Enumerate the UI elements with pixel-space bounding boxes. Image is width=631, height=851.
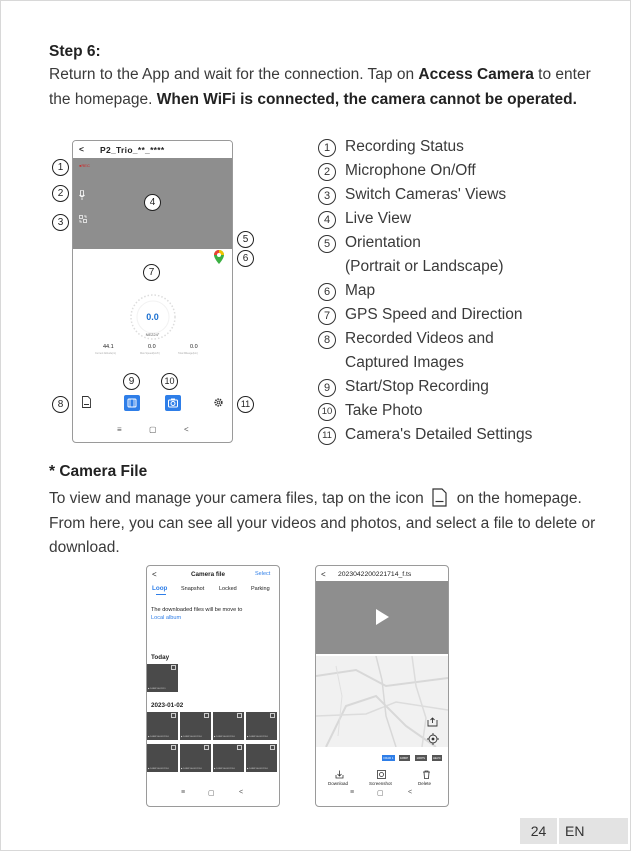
back-icon[interactable]: < [152, 570, 157, 579]
legend-number: 9 [318, 379, 336, 397]
legend-text: Microphone On/Off [345, 162, 476, 179]
video-thumbnail[interactable] [246, 744, 277, 772]
camera-title: P2_Trio_**_**** [100, 145, 165, 155]
video-thumbnail[interactable] [147, 664, 178, 692]
date-label: 2023-01-02 [151, 702, 184, 709]
thumb-label: ▶ 1080P 00:02:22:16 [247, 736, 268, 738]
intro-segment: When WiFi is connected, the camera cannot be operated. [156, 90, 577, 108]
legend-text: Captured Images [345, 354, 464, 371]
record-icon [124, 395, 140, 411]
legend-text: Map [345, 282, 376, 299]
screenshot-icon[interactable] [377, 770, 386, 779]
legend-text: Start/Stop Recording [345, 378, 489, 395]
camera-file-desc-2: on the homepage. From here, you can see all your videos and photos, and select a file to delete or download. [49, 490, 596, 556]
legend-text: Orientation [345, 234, 421, 251]
stat-label-mileage: Total Mileage(km) [178, 352, 198, 355]
camera-file-description [49, 487, 609, 561]
callout-10: 10 [161, 373, 178, 390]
camera-icon [165, 395, 181, 411]
phone-video-player [315, 565, 449, 807]
checkbox-icon[interactable] [270, 745, 275, 750]
back-icon[interactable]: < [321, 570, 326, 579]
legend-text: Recorded Videos and [345, 330, 494, 347]
thumb-label: ▶ 1080P 00:02:22:16 [214, 768, 235, 770]
video-area[interactable] [316, 581, 448, 654]
legend-number: 6 [318, 283, 336, 301]
nav-menu-icon[interactable]: ≡ [117, 425, 122, 434]
legend-text: Live View [345, 210, 412, 227]
info-chip: 10FPS [416, 756, 426, 760]
legend-text: Switch Cameras' Views [345, 186, 507, 203]
callout-7: 7 [143, 264, 160, 281]
callout-8: 8 [52, 396, 69, 413]
sd-card-icon [432, 488, 447, 507]
stat-mileage: 0.0 [190, 344, 198, 350]
checkbox-icon[interactable] [237, 713, 242, 718]
nav-back-icon[interactable]: < [408, 789, 413, 796]
nav-home-icon[interactable]: ▢ [377, 790, 384, 797]
legend-text: Camera's Detailed Settings [345, 426, 533, 443]
tab-loop[interactable]: Loop [152, 585, 168, 592]
stat-altitude: 44.1 [103, 344, 114, 350]
callout-4: 4 [144, 194, 161, 211]
back-icon[interactable]: < [79, 144, 84, 154]
download-icon[interactable] [335, 770, 344, 779]
video-thumbnail[interactable] [213, 744, 244, 772]
nav-menu-icon[interactable]: ≡ [181, 789, 186, 796]
callout-11: 11 [237, 396, 254, 413]
page-language: EN [559, 818, 628, 844]
step-title: Step 6: [49, 43, 101, 60]
legend-number: 3 [318, 187, 336, 205]
legend-number: 8 [318, 331, 336, 349]
today-label: Today [151, 654, 170, 661]
intro-segment: to enter the homepage. [49, 66, 591, 108]
thumb-label: ▶ 1080P 00:02:22:16 [247, 768, 268, 770]
callout-5: 5 [237, 231, 254, 248]
screenshot-label[interactable]: Screenshot [369, 781, 392, 786]
local-album-link[interactable]: Local album [151, 615, 182, 621]
intro-segment: Return to the App and wait for the connection. Tap on [49, 66, 419, 83]
microphone-icon[interactable] [79, 190, 85, 200]
page-number: 24 [520, 818, 557, 844]
camera-file-desc-1: To view and manage your camera files, tap on the icon [49, 490, 424, 507]
thumb-label: ▶ 1080P 00:22:11 [148, 688, 166, 690]
direction-value: NE224° [145, 332, 160, 337]
stat-label-altitude: Current Altitude(m) [95, 352, 116, 355]
take-photo-button[interactable] [165, 395, 181, 411]
legend-number: 7 [318, 307, 336, 325]
trash-icon[interactable] [422, 770, 431, 779]
locate-icon[interactable] [427, 733, 439, 745]
sd-card-icon[interactable] [82, 396, 91, 408]
screen-title: Camera file [191, 571, 225, 578]
legend-number: 4 [318, 211, 336, 229]
video-thumbnail[interactable] [147, 712, 178, 740]
speed-value: 0.0 [146, 312, 159, 322]
info-chip: FRAD 1 [383, 756, 394, 760]
checkbox-icon[interactable] [171, 713, 176, 718]
checkbox-icon[interactable] [237, 745, 242, 750]
select-button[interactable]: Select [255, 571, 271, 577]
video-thumbnail[interactable] [246, 712, 277, 740]
legend-text: GPS Speed and Direction [345, 306, 523, 323]
nav-menu-icon[interactable]: ≡ [350, 789, 355, 796]
camera-file-title: * Camera File [49, 463, 148, 480]
step-intro [49, 63, 609, 112]
download-label[interactable]: Download [328, 781, 349, 786]
nav-home-icon[interactable]: ▢ [149, 425, 157, 434]
callout-6: 6 [237, 250, 254, 267]
legend-text: (Portrait or Landscape) [345, 258, 504, 275]
checkbox-icon[interactable] [270, 713, 275, 718]
info-chip: 1080P [400, 756, 409, 760]
android-nav-bar [147, 786, 279, 806]
info-chip: HEVC [433, 756, 441, 760]
nav-back-icon[interactable]: < [239, 789, 244, 796]
callout-1: 1 [52, 159, 69, 176]
export-icon[interactable] [427, 717, 438, 727]
thumb-label: ▶ 1080P 00:02:22:16 [148, 736, 169, 738]
tab-snapshot[interactable]: Snapshot [181, 586, 205, 592]
stat-label-max-speed: Max Speed(km/h) [140, 352, 160, 355]
record-button[interactable] [124, 395, 140, 411]
nav-home-icon[interactable]: ▢ [208, 790, 215, 797]
video-thumbnail[interactable] [213, 712, 244, 740]
page-footer [520, 818, 628, 844]
callout-2: 2 [52, 185, 69, 202]
switch-camera-icon[interactable] [79, 215, 87, 223]
gear-icon[interactable] [213, 397, 224, 408]
thumb-label: ▶ 1080P 00:02:22:16 [148, 768, 169, 770]
phone-header [73, 141, 232, 158]
tab-locked[interactable]: Locked [219, 586, 237, 592]
file-name: 2023042200221714_f.ts [338, 571, 412, 578]
callout-9: 9 [123, 373, 140, 390]
checkbox-icon[interactable] [204, 745, 209, 750]
play-icon[interactable] [376, 609, 389, 625]
tab-indicator [156, 594, 166, 595]
android-nav-bar [73, 422, 232, 442]
download-notice: The downloaded files will be move to [151, 607, 243, 613]
checkbox-icon[interactable] [171, 745, 176, 750]
video-thumbnail[interactable] [180, 712, 211, 740]
intro-segment: Access Camera [418, 66, 534, 83]
legend-number: 1 [318, 139, 336, 157]
tab-parking[interactable]: Parking [251, 586, 270, 592]
legend-number: 11 [318, 427, 336, 445]
legend-number: 5 [318, 235, 336, 253]
delete-label[interactable]: Delete [418, 781, 432, 786]
stat-max-speed: 0.0 [148, 344, 156, 350]
legend-text: Take Photo [345, 402, 423, 419]
callout-3: 3 [52, 214, 69, 231]
video-thumbnail[interactable] [180, 744, 211, 772]
video-thumbnail[interactable] [147, 744, 178, 772]
map-icon[interactable] [211, 249, 227, 265]
legend-number: 2 [318, 163, 336, 181]
thumb-label: ▶ 1080P 00:02:22:16 [181, 736, 202, 738]
legend-text: Recording Status [345, 138, 464, 155]
phone-homepage [72, 140, 233, 443]
phone-camera-file [146, 565, 280, 807]
thumb-label: ▶ 1080P 00:02:22:16 [181, 768, 202, 770]
checkbox-icon[interactable] [171, 665, 176, 670]
legend-number: 10 [318, 403, 336, 421]
nav-back-icon[interactable]: < [184, 425, 189, 434]
checkbox-icon[interactable] [204, 713, 209, 718]
thumb-label: ▶ 1080P 00:02:22:16 [214, 736, 235, 738]
recording-status-icon: ●REC [79, 163, 90, 168]
android-nav-bar [316, 786, 448, 806]
